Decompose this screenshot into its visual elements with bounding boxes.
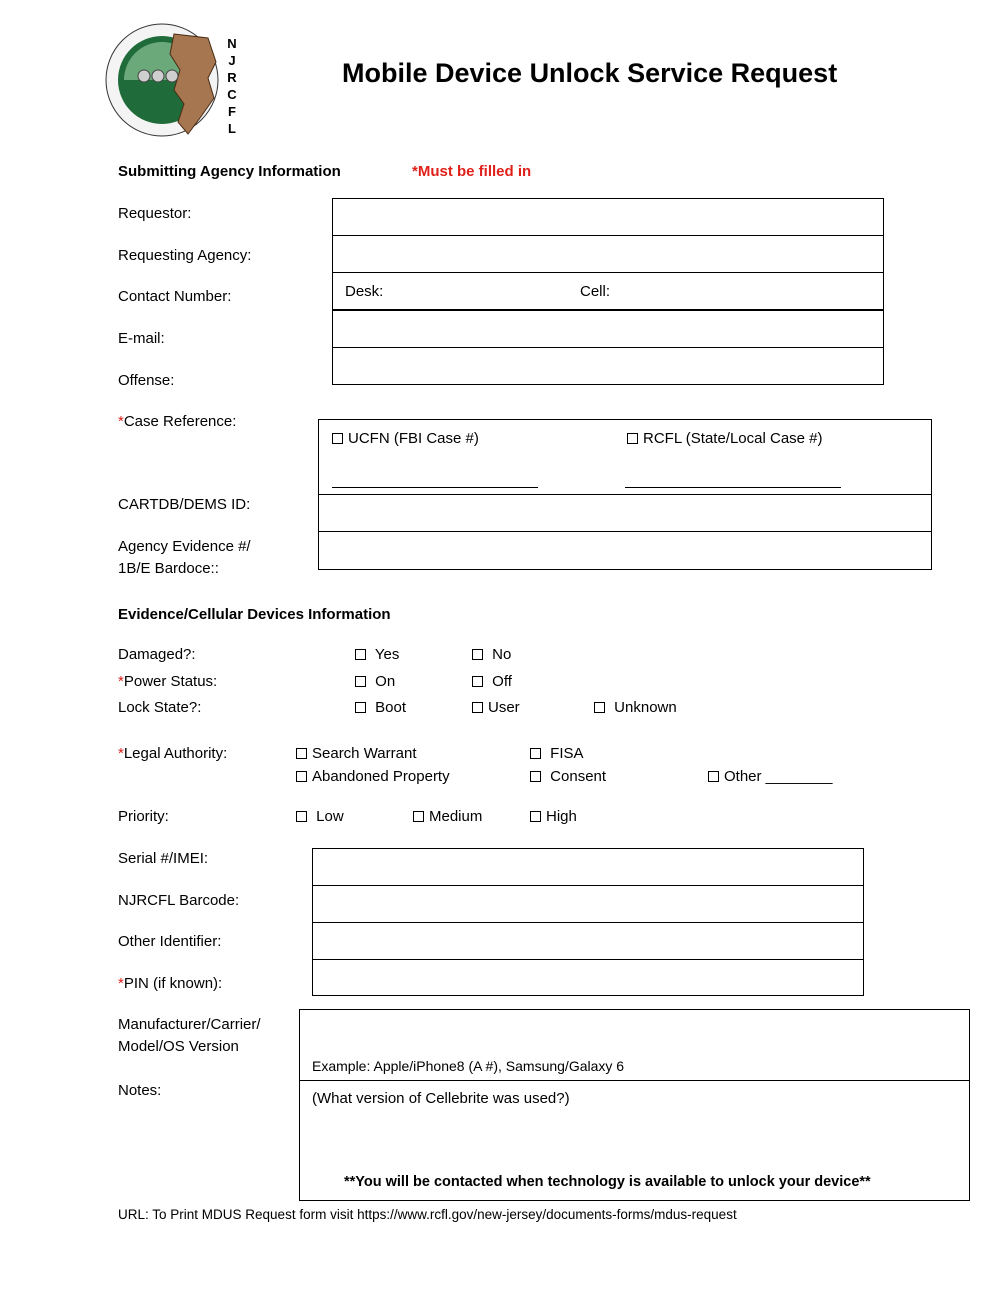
checkbox-icon — [296, 811, 307, 822]
svg-text:F: F — [228, 104, 236, 119]
checkbox-icon — [355, 676, 366, 687]
legal-other-checkbox[interactable]: Other ________ — [708, 768, 832, 786]
legal-abandoned-checkbox[interactable]: Abandoned Property — [296, 768, 450, 786]
cartdb-label: CARTDB/DEMS ID: — [118, 496, 251, 513]
power-status-label: *Power Status: — [118, 673, 218, 690]
priority-medium-checkbox[interactable]: Medium — [413, 808, 482, 826]
checkbox-icon — [627, 433, 638, 444]
model-os-label: Model/OS Version — [118, 1038, 239, 1055]
footer-url: URL: To Print MDUS Request form visit https://www.rcfl.gov/new-jersey/documents-forms/mdus-request — [118, 1207, 737, 1222]
priority-low-checkbox[interactable]: Low — [296, 808, 344, 826]
power-off-checkbox[interactable]: Off — [472, 673, 512, 691]
priority-label: Priority: — [118, 808, 169, 825]
email-label: E-mail: — [118, 330, 165, 347]
checkbox-icon — [296, 771, 307, 782]
rcfl-entry-line[interactable] — [625, 487, 841, 488]
case-reference-label: *Case Reference: — [118, 413, 237, 430]
power-on-checkbox[interactable]: On — [355, 673, 395, 691]
checkbox-icon — [530, 748, 541, 759]
manufacturer-label: Manufacturer/Carrier/ — [118, 1016, 261, 1033]
lock-user-checkbox[interactable]: User — [472, 699, 520, 717]
contact-notice: **You will be contacted when technology is available to unlock your device** — [344, 1174, 871, 1190]
lock-state-label: Lock State?: — [118, 699, 202, 716]
checkbox-icon — [332, 433, 343, 444]
checkbox-icon — [355, 702, 366, 713]
svg-text:R: R — [227, 70, 237, 85]
requesting-agency-field[interactable] — [332, 235, 884, 273]
svg-text:L: L — [228, 121, 236, 136]
legal-search-warrant-checkbox[interactable]: Search Warrant — [296, 745, 416, 763]
checkbox-icon — [594, 702, 605, 713]
other-identifier-label: Other Identifier: — [118, 933, 222, 950]
offense-field[interactable] — [332, 347, 884, 385]
checkbox-icon — [413, 811, 424, 822]
checkbox-icon — [355, 649, 366, 660]
ucfn-checkbox[interactable]: UCFN (FBI Case #) — [332, 430, 479, 448]
ucfn-entry-line[interactable] — [332, 487, 538, 488]
barcode-label: NJRCFL Barcode: — [118, 892, 240, 909]
checkbox-icon — [708, 771, 719, 782]
checkbox-icon — [472, 676, 483, 687]
agency-heading: Submitting Agency Information — [118, 163, 341, 180]
checkbox-icon — [472, 702, 483, 713]
damaged-no-checkbox[interactable]: No — [472, 646, 511, 664]
serial-label: Serial #/IMEI: — [118, 850, 209, 867]
email-field[interactable] — [332, 310, 884, 348]
checkbox-icon — [530, 811, 541, 822]
pin-field[interactable] — [312, 959, 864, 996]
barcode-field[interactable] — [312, 885, 864, 923]
agency-evidence-label-2: 1B/E Bardoce:: — [118, 560, 219, 577]
notes-hint: (What version of Cellebrite was used?) — [312, 1090, 570, 1107]
rcfl-checkbox[interactable]: RCFL (State/Local Case #) — [627, 430, 823, 448]
checkbox-icon — [530, 771, 541, 782]
lock-boot-checkbox[interactable]: Boot — [355, 699, 406, 717]
checkbox-icon — [296, 748, 307, 759]
pin-label: *PIN (if known): — [118, 975, 223, 992]
svg-text:N: N — [227, 36, 237, 51]
requesting-agency-label: Requesting Agency: — [118, 247, 252, 264]
cell-label: Cell: — [580, 283, 611, 300]
required-note: *Must be filled in — [412, 163, 532, 180]
njrcfl-seal-icon — [104, 18, 246, 142]
agency-evidence-field[interactable] — [318, 531, 932, 570]
offense-label: Offense: — [118, 372, 175, 389]
svg-text:C: C — [227, 87, 237, 102]
notes-label: Notes: — [118, 1082, 162, 1099]
agency-evidence-label: Agency Evidence #/ — [118, 538, 251, 555]
legal-consent-checkbox[interactable]: Consent — [530, 768, 606, 786]
priority-high-checkbox[interactable]: High — [530, 808, 577, 826]
evidence-heading: Evidence/Cellular Devices Information — [118, 606, 391, 623]
checkbox-icon — [472, 649, 483, 660]
other-identifier-field[interactable] — [312, 922, 864, 960]
lock-unknown-checkbox[interactable]: Unknown — [594, 699, 677, 717]
cartdb-field[interactable] — [318, 494, 932, 532]
requestor-field[interactable] — [332, 198, 884, 236]
damaged-yes-checkbox[interactable]: Yes — [355, 646, 399, 664]
damaged-label: Damaged?: — [118, 646, 196, 663]
contact-number-label: Contact Number: — [118, 288, 232, 305]
page-title: Mobile Device Unlock Service Request — [342, 58, 838, 88]
svg-text:J: J — [228, 53, 236, 68]
legal-fisa-checkbox[interactable]: FISA — [530, 745, 584, 763]
legal-authority-label: *Legal Authority: — [118, 745, 228, 762]
requestor-label: Requestor: — [118, 205, 192, 222]
desk-label: Desk: — [345, 283, 384, 300]
manufacturer-example: Example: Apple/iPhone8 (A #), Samsung/Galaxy 6 — [312, 1058, 625, 1074]
serial-field[interactable] — [312, 848, 864, 886]
njrcfl-logo — [104, 18, 246, 142]
